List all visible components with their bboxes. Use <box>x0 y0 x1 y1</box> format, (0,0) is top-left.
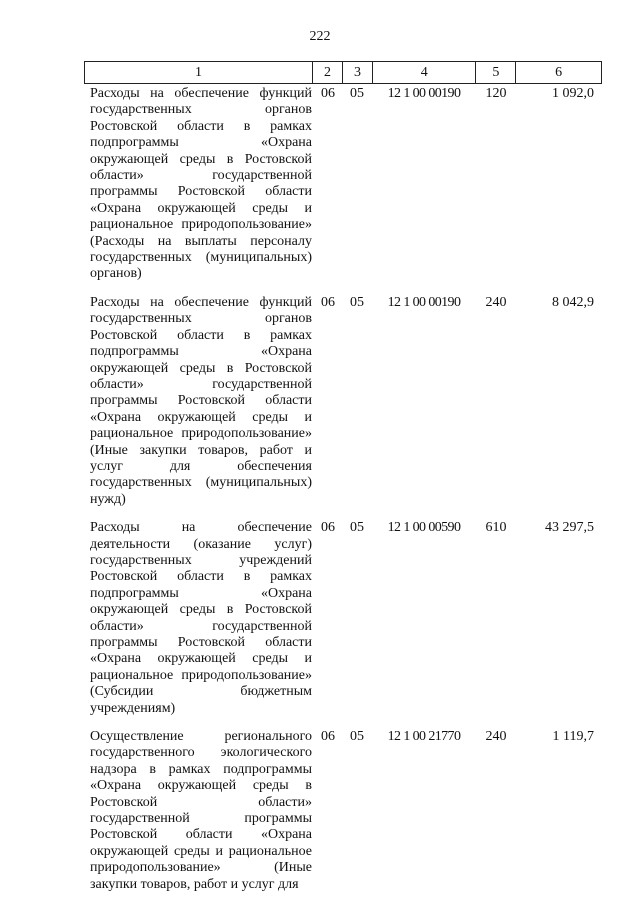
row-description: Расходы на обеспечение функций государственных органов Ростовской области в рамках подпрограммы «Охрана окружающей среды в Ростовской области» государственной программы Ростовской области «Охрана окружающей среды и рациональное природопользование» (Расходы на выплаты персоналу государственных (муниципальных) органов) <box>90 86 312 282</box>
row-subsection-code: 05 <box>350 520 364 536</box>
header-col-1: 1 <box>195 64 203 80</box>
row-expense-type: 240 <box>485 294 507 310</box>
row-subsection-code: 05 <box>350 729 364 745</box>
row-expense-type: 240 <box>485 729 507 745</box>
row-amount: 1 119,7 <box>552 729 594 745</box>
row-target-article: 12 1 00 00190 <box>387 86 461 101</box>
row-target-article: 12 1 00 00190 <box>387 294 461 310</box>
table-row <box>84 295 602 508</box>
row-section-code: 06 <box>321 86 335 101</box>
row-section-code: 06 <box>321 520 335 536</box>
header-col-4: 4 <box>372 62 476 83</box>
row-expense-type: 610 <box>485 520 507 536</box>
table-row <box>84 86 602 283</box>
row-section-code: 06 <box>321 729 335 745</box>
table-row <box>84 520 602 717</box>
page-number: 222 <box>309 29 331 44</box>
table-body <box>84 86 602 905</box>
row-amount: 8 042,9 <box>552 294 594 310</box>
row-section-code: 06 <box>321 294 335 310</box>
table-row <box>84 729 602 893</box>
row-description: Осуществление регионального государственного экологического надзора в рамках подпрограммы «Охрана окружающей среды в Ростовской области» государственной программы Ростовской области «Охрана окружающей среды и рациональное природопользование» (Иные закупки товаров, работ и услуг для <box>90 729 312 892</box>
row-target-article: 12 1 00 00590 <box>387 520 461 536</box>
row-description: Расходы на обеспечение деятельности (оказание услуг) государственных учреждений Ростовской области в рамках подпрограммы «Охрана окружающей среды в Ростовской области» государственной программы Ростовской области «Охрана окружающей среды и рациональное природопользование» (Субсидии бюджетным учреждениям) <box>90 520 312 716</box>
row-subsection-code: 05 <box>350 86 364 101</box>
header-col-2: 2 <box>312 62 342 83</box>
row-amount: 43 297,5 <box>545 520 594 536</box>
row-amount: 1 092,0 <box>552 86 594 101</box>
row-description: Расходы на обеспечение функций государственных органов Ростовской области в рамках подпрограммы «Охрана окружающей среды в Ростовской области» государственной программы Ростовской области «Охрана окружающей среды и рациональное природопользование» (Иные закупки товаров, работ и услуг для обеспечения государственных (муниципальных) нужд) <box>90 294 312 507</box>
header-col-3: 3 <box>342 62 372 83</box>
table-header <box>84 61 602 84</box>
header-col-6: 6 <box>515 62 601 83</box>
row-subsection-code: 05 <box>350 294 364 310</box>
row-expense-type: 120 <box>485 86 507 101</box>
header-col-5: 5 <box>475 62 515 83</box>
row-target-article: 12 1 00 21770 <box>387 729 461 745</box>
